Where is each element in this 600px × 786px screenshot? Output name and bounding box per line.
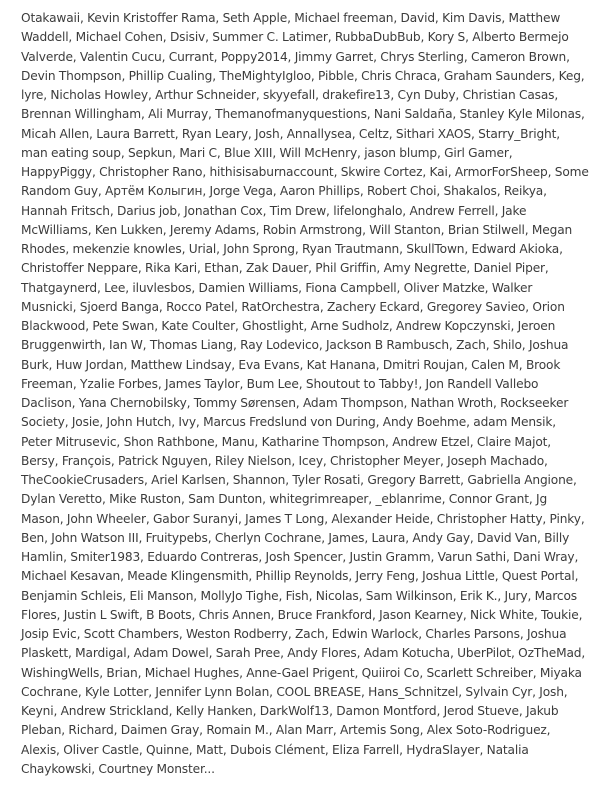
supporter-names-paragraph: Otakawaii, Kevin Kristoffer Rama, Seth Apple, Michael freeman, David, Kim Davis, Matthew Waddell, Michael Cohen, Dsisiv, Summer C. Latimer, RubbaDubBub, Kory S, Alberto Bermejo Valverde, Valentin Cucu, Currant, Poppy2014, Jimmy Garret, Chrys Sterling, Cameron Brown, Devin Thompson, Phillip Cualing, TheMightyIgloo, Pibble, Chris Chraca, Graham Saunders, Keg, lyre, Nicholas Howley, Arthur Schneider, skyyefall, drakefire13, Cyn Duby, Christian Casas, Brennan Willingham, Ali Murray, Themanofmanyquestions, Nani Saldaña, Stanley Kyle Milonas, Micah Allen, Laura Barrett, Ryan Leary, Josh, Annallysea, Celtz, Sithari XAOS, Starry_Bright, man eating soup, Sepkun, Mari C, Blue XIII, Will McHenry, jason blump, Girl Gamer, HappyPiggy, Christopher Rano, hithisisaburnaccount, Skwire Cortez, Kai, ArmorForSheep, Some Random Guy, Артём Колыгин, Jorge Vega, Aaron Phillips, Robert Choi, Shakalos, Reikya, Hannah Fritsch, Darius job, Jonathan Cox, Tim Drew, lifelonghalo, Andrew Ferrell, Jake McWilliams, Ken Lukken, Jeremy Adams, Robin Armstrong, Will Stanton, Brian Stilwell, Megan Rhodes, mekenzie knowles, Urial, John Sprong, Ryan Trautmann, SkullTown, Edward Akioka, Christoffer Neppare, Rika Kari, Ethan, Zak Dauer, Phil Griffin, Amy Negrette, Daniel Piper, Thatgaynerd, Lee, iluvlesbos, Damien Williams, Fiona Campbell, Oliver Matzke, Walker Musnicki, Sjoerd Banga, Rocco Patel, RatOrchestra, Zachery Eckard, Gregorey Savieo, Orion Blackwood, Pete Swan, Kate Coulter, Ghostlight, Arne Sudholz, Andrew Kopczynski, Jeroen Bruggenwirth, Ian W, Thomas Liang, Ray Lodevico, Jackson B Rambusch, Zach, Shilo, Joshua Burk, Huw Jordan, Matthew Lindsay, Eva Evans, Kat Hanana, Dmitri Roujan, Calen M, Brook Freeman, Yzalie Forbes, James Taylor, Bum Lee, Shoutout to Tabby!, Jon Randell Vallebo Daclison, Yana Chernobilsky, Tommy Sørensen, Adam Thompson, Nathan Wroth, Rockseeker Society, Josie, John Hutch, Ivy, Marcus Fredslund von During, Andy Boehme, adam Mensik, Peter Mitrusevic, Shon Rathbone, Manu, Katharine Thompson, Andrew Etzel, Claire Majot, Bersy, François, Patrick Nguyen, Riley Nielson, Icey, Christopher Meyer, Joseph Machado, TheCookieCrusaders, Ariel Karlsen, Shannon, Tyler Rosati, Gregory Barrett, Gabriella Angione, Dylan Veretto, Mike Ruston, Sam Dunton, whitegrimreaper, _eblanrime, Connor Grant, Jg Mason, John Wheeler, Gabor Suranyi, James T Long, Alexander Heide, Christopher Hatty, Pinky, Ben, John Watson III, Fruitypebs, Cherlyn Cochrane, James, Laura, Andy Gay, David Van, Billy Hamlin, Smiter1983, Eduardo Contreras, Josh Spencer, Justin Gramm, Varun Sathi, Dani Wray, Michael Kesavan, Meade Klingensmith, Phillip Reynolds, Jerry Feng, Joshua Little, Quest Portal, Benjamin Schleis, Eli Manson, MollyJo Tighe, Fish, Nicolas, Sam Wilkinson, Erik K., Jury, Marcos Flores, Justin L Swift, B Boots, Chris Annen, Bruce Frankford, Jason Kearney, Nick White, Toukie, Josip Evic, Scott Chambers, Weston Rodberry, Zach, Edwin Warlock, Charles Parsons, Joshua Plaskett, Mardigal, Adam Dowel, Sarah Pree, Andy Flores, Adam Kotucha, UberPilot, OzTheMad, WishingWells, Brian, Michael Hughes, Anne-Gael Prigent, Quiiroi Co, Scarlett Schreiber, Miyaka Cochrane, Kyle Lotter, Jennifer Lynn Bolan, COOL BREASE, Hans_Schnitzel, Sylvain Cyr, Josh, Keyni, Andrew Strickland, Kelly Hanken, DarkWolf13, Damon Montford, Jerod Stueve, Jakub Pleban, Richard, Daimen Gray, Romain M., Alan Marr, Artemis Song, Alex Soto-Rodriguez, Alexis, Oliver Castle, Quinne, Matt, Dubois Clément, Eliza Farrell, HydraSlayer, Natalia Chaykowski, Courtney Monster... bbox=[21, 11, 589, 776]
